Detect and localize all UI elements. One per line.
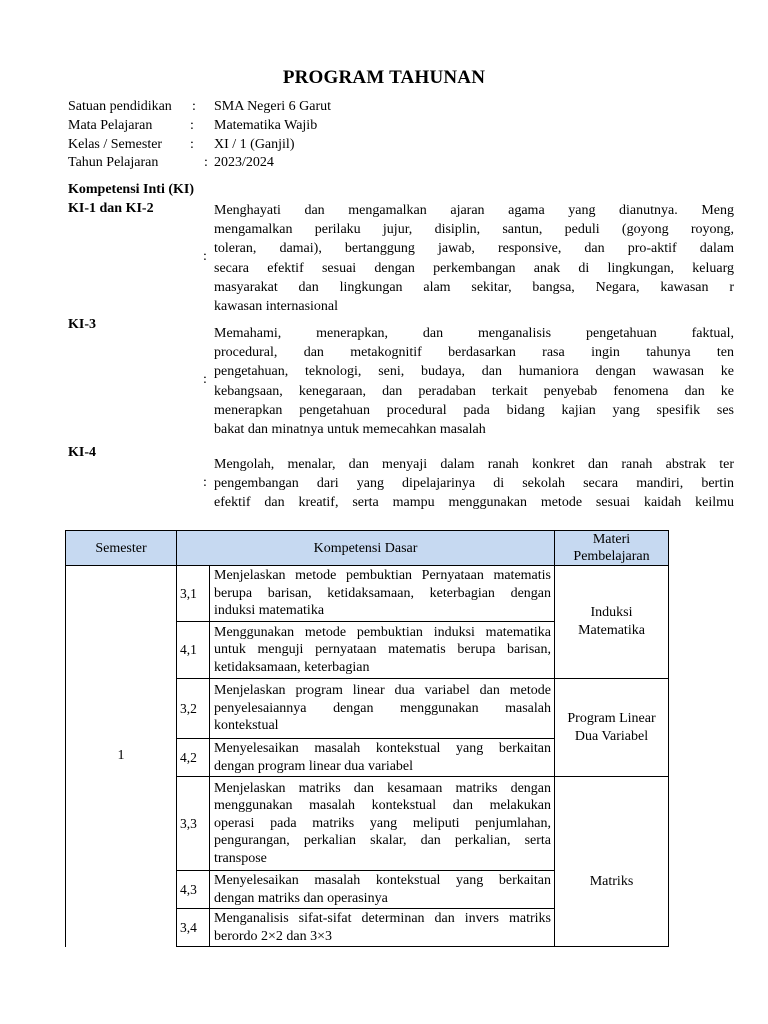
ki-line: secara efektif sesuai dengan perkembangan anak di lingkungan, keluarg <box>214 260 734 276</box>
identity-colon: : <box>190 118 194 133</box>
kd-number: 4,2 <box>177 739 210 777</box>
header-materi-text: Materi Pembelajaran <box>573 532 650 564</box>
kd-text <box>210 909 555 947</box>
ki-colon: : <box>203 475 207 490</box>
document-title: PROGRAM TAHUNAN <box>282 67 486 88</box>
identity-colon: : <box>204 155 208 170</box>
ki-colon: : <box>203 372 207 387</box>
kd-line: penyelesaiannya dengan menggunakan masalah <box>214 700 551 716</box>
kd-line: pengurangan, perkalian skalar, dan perkalian, serta <box>214 833 551 849</box>
ki-description <box>214 455 734 513</box>
ki-line: mengamalkan perilaku jujur, disiplin, santun, peduli (goyong royong, <box>214 222 734 238</box>
kd-line: induksi matematika <box>214 603 325 619</box>
kd-line: berordo 2×2 dan 3×3 <box>214 928 333 944</box>
identity-label: Tahun Pelajaran <box>68 155 159 170</box>
table-row <box>66 566 669 622</box>
ki-line: bakat dan minatnya untuk memecahkan masalah <box>214 422 486 438</box>
ki-line: efektif dan kreatif, serta mampu menggunakan metode sesuai kaidah keilmu <box>214 495 734 511</box>
kd-line: Menjelaskan metode pembuktian Pernyataan matematis <box>214 568 551 584</box>
ki-line: Memahami, menerapkan, dan menganalisis pengetahuan faktual, <box>214 326 734 341</box>
ki-description <box>214 324 734 439</box>
ki-line: kebangsaan, kenegaraan, dan peradaban terkait penyebab fenomena dan ke <box>214 383 734 399</box>
identity-value: Matematika Wajib <box>214 118 318 133</box>
ki-line: Mengolah, menalar, dan menyaji dalam ranah konkret dan ranah abstrak ter <box>214 457 734 472</box>
kd-line: transpose <box>214 850 267 866</box>
table-header-row <box>66 531 669 566</box>
identity-label: Kelas / Semester <box>68 137 163 152</box>
identity-label: Mata Pelajaran <box>68 118 153 133</box>
kd-text <box>210 739 555 777</box>
kd-number: 4,1 <box>177 622 210 679</box>
kd-line: Menganalisis sifat-sifat determinan dan invers matriks <box>214 911 551 926</box>
kd-line: Menyelesaikan masalah kontekstual yang berkaitan <box>214 873 551 888</box>
kd-line: dengan program linear dua variabel <box>214 758 414 774</box>
materi-cell: Program Linear Dua Variabel <box>555 679 669 777</box>
ki-heading: Kompetensi Inti (KI) <box>68 182 194 197</box>
kd-table <box>65 530 669 947</box>
kd-number: 3,1 <box>177 566 210 622</box>
kd-line: dengan matriks dan operasinya <box>214 890 388 906</box>
kd-line: untuk menguji pernyataan matematis berupa barisan, <box>214 642 551 658</box>
ki-label: KI-3 <box>68 317 96 332</box>
kd-text <box>210 679 555 739</box>
ki-description <box>214 201 734 316</box>
kd-line: berupa barisan, ketidaksamaan, keterbagian dengan <box>214 585 551 601</box>
semester-cell: 1 <box>66 566 177 947</box>
kd-text <box>210 566 555 622</box>
identity-value: 2023/2024 <box>214 155 274 170</box>
kd-text <box>210 777 555 871</box>
ki-line: pengetahuan, teknologi, seni, budaya, dan humaniora dengan wawasan ke <box>214 364 734 380</box>
kd-line: kontekstual <box>214 718 279 734</box>
kd-text <box>210 871 555 909</box>
ki-line: toleran, damai), bertanggung jawab, responsive, dan pro-aktif dalam <box>214 241 734 257</box>
kd-number: 3,2 <box>177 679 210 739</box>
identity-value: SMA Negeri 6 Garut <box>214 99 332 114</box>
identity-colon: : <box>192 99 196 114</box>
ki-line: pengembangan dari yang dipelajarinya di sekolah secara mandiri, bertin <box>214 476 734 492</box>
ki-line: Menghayati dan mengamalkan ajaran agama yang dianutnya. Meng <box>214 203 734 218</box>
ki-line: kawasan internasional <box>214 299 339 315</box>
materi-cell: Induksi Matematika <box>555 566 669 679</box>
header-materi <box>555 531 669 566</box>
ki-line: masyarakat dan lingkungan alam sekitar, bangsa, Negara, kawasan r <box>214 279 734 295</box>
ki-label: KI-1 dan KI-2 <box>68 201 154 216</box>
kd-line: Menggunakan metode pembuktian induksi matematika <box>214 624 551 640</box>
kd-number: 3,4 <box>177 909 210 947</box>
kd-number: 4,3 <box>177 871 210 909</box>
header-semester: Semester <box>66 531 177 566</box>
kd-line: Menyelesaikan masalah kontekstual yang berkaitan <box>214 741 551 756</box>
kd-line: operasi pada matriks yang meliputi penjumlahan, <box>214 815 551 831</box>
ki-line: menerapkan pengetahuan procedural pada bidang kajian yang spesifik ses <box>214 402 734 418</box>
identity-value: XI / 1 (Ganjil) <box>214 137 295 152</box>
identity-colon: : <box>190 137 194 152</box>
kd-line: menggunakan masalah kontekstual dan melakukan <box>214 798 551 814</box>
kd-line: ketidaksamaan, keterbagian <box>214 659 370 675</box>
ki-line: procedural, dan metakognitif berdasarkan rasa ingin tahunya ten <box>214 345 734 361</box>
kd-line: Menjelaskan matriks dan kesamaan matriks dengan <box>214 780 551 796</box>
ki-colon: : <box>203 249 207 264</box>
kd-line: Menjelaskan program linear dua variabel dan metode <box>214 683 551 699</box>
materi-cell: Matriks <box>555 777 669 947</box>
kd-text <box>210 622 555 679</box>
identity-label: Satuan pendidikan <box>68 99 172 114</box>
kd-number: 3,3 <box>177 777 210 871</box>
ki-label: KI-4 <box>68 445 96 460</box>
header-kd: Kompetensi Dasar <box>177 531 555 566</box>
